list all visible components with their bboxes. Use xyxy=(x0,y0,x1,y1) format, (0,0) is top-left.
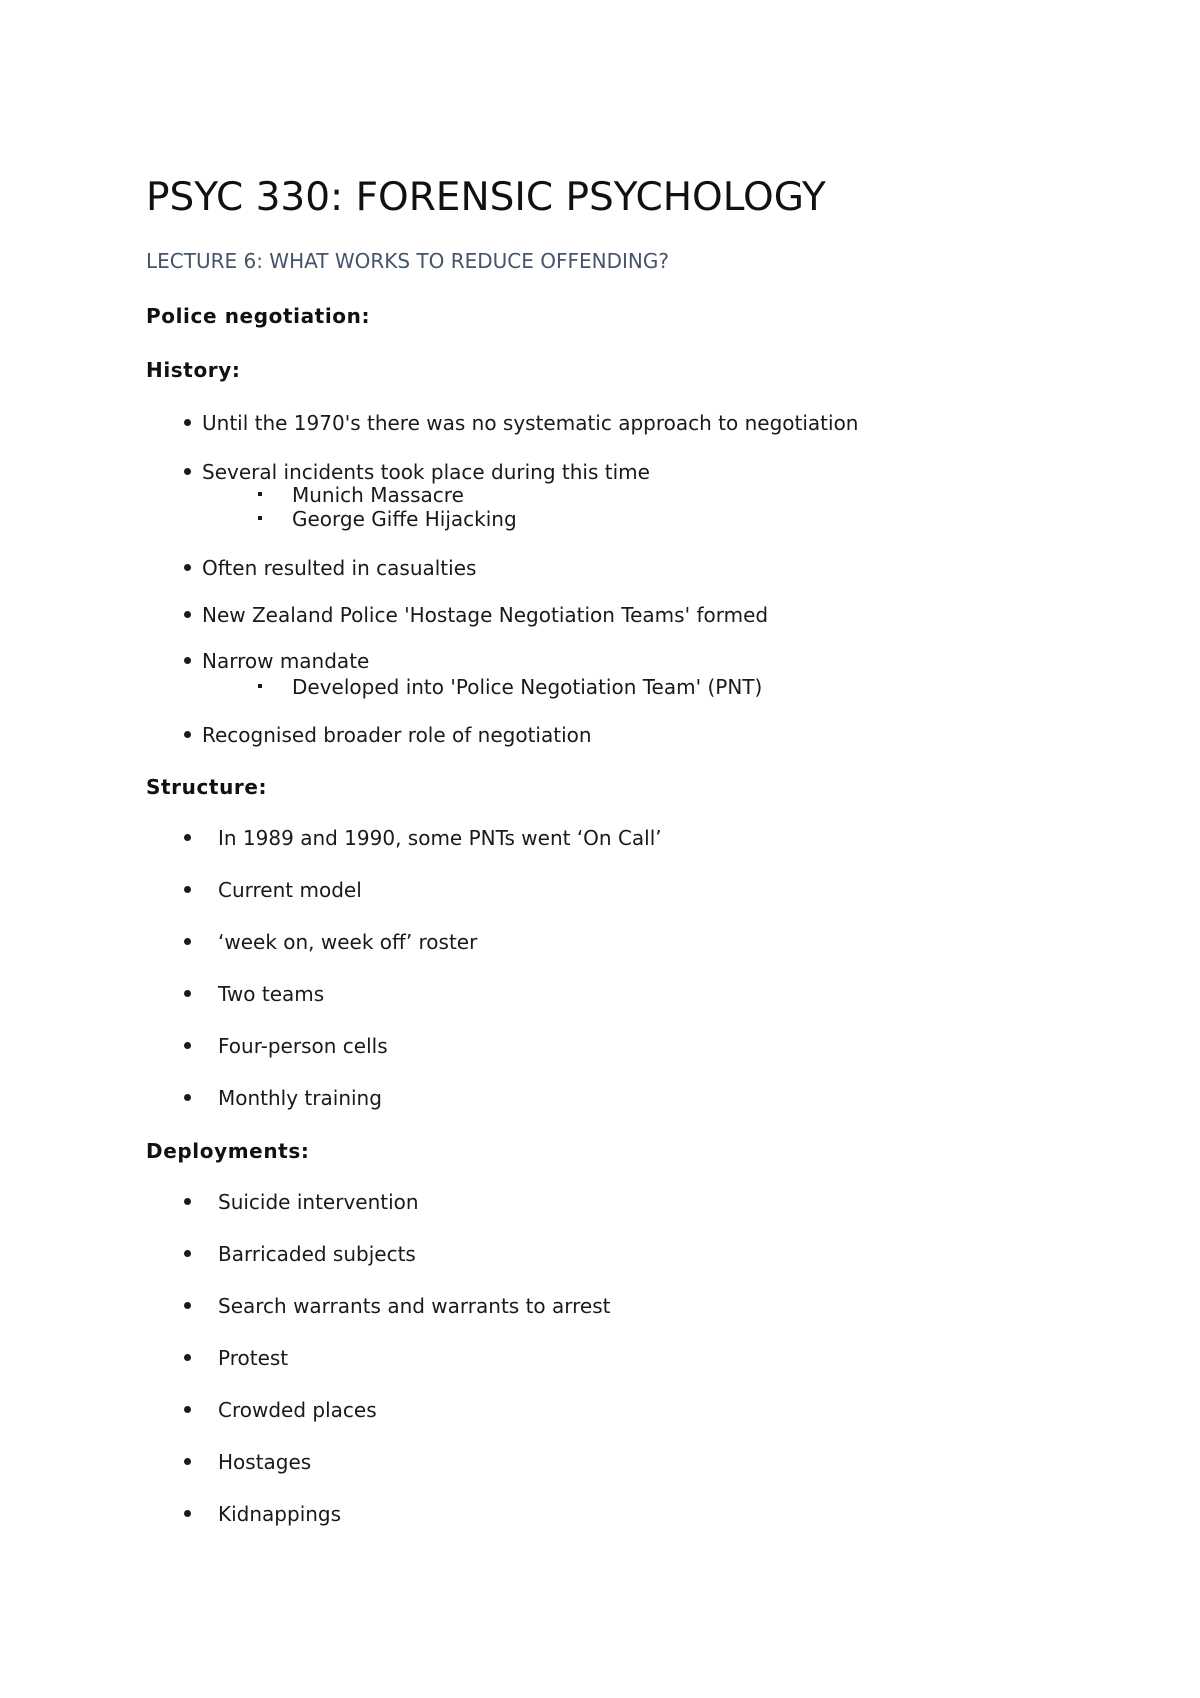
list-item: Crowded places xyxy=(218,1398,377,1422)
list-item: Often resulted in casualties xyxy=(202,556,477,580)
bullet-icon xyxy=(184,1198,191,1205)
list-item: Kidnappings xyxy=(218,1502,342,1526)
list-item: Two teams xyxy=(218,982,325,1006)
document-title: PSYC 330: FORENSIC PSYCHOLOGY xyxy=(146,175,826,220)
list-item: Hostages xyxy=(218,1450,312,1474)
bullet-icon xyxy=(184,1302,191,1309)
heading-deployments: Deployments: xyxy=(146,1139,310,1163)
bullet-icon xyxy=(184,990,191,997)
sub-bullet-icon xyxy=(258,684,262,688)
bullet-icon xyxy=(184,1458,191,1465)
list-item: Current model xyxy=(218,878,362,902)
bullet-icon xyxy=(184,419,191,426)
list-item: Several incidents took place during this time xyxy=(202,460,650,484)
bullet-icon xyxy=(184,1510,191,1517)
list-item: Search warrants and warrants to arrest xyxy=(218,1294,611,1318)
list-item: Recognised broader role of negotiation xyxy=(202,723,592,747)
heading-structure: Structure: xyxy=(146,775,268,799)
sub-bullet-icon xyxy=(258,516,262,520)
bullet-icon xyxy=(184,611,191,618)
list-item: Protest xyxy=(218,1346,289,1370)
list-item: Suicide intervention xyxy=(218,1190,419,1214)
lecture-subtitle: LECTURE 6: WHAT WORKS TO REDUCE OFFENDING? xyxy=(146,249,669,273)
list-item: Narrow mandate xyxy=(202,649,370,673)
bullet-icon xyxy=(184,834,191,841)
sub-list-item: George Giffe Hijacking xyxy=(292,507,517,531)
bullet-icon xyxy=(184,657,191,664)
list-item: New Zealand Police 'Hostage Negotiation Teams' formed xyxy=(202,603,769,627)
list-item: In 1989 and 1990, some PNTs went ‘On Call’ xyxy=(218,826,662,850)
sub-list-item: Developed into 'Police Negotiation Team' (PNT) xyxy=(292,675,763,699)
list-item: ‘week on, week off’ roster xyxy=(218,930,478,954)
bullet-icon xyxy=(184,1354,191,1361)
bullet-icon xyxy=(184,886,191,893)
bullet-icon xyxy=(184,731,191,738)
heading-history: History: xyxy=(146,358,241,382)
bullet-icon xyxy=(184,1406,191,1413)
heading-police-negotiation: Police negotiation: xyxy=(146,304,371,328)
bullet-icon xyxy=(184,1250,191,1257)
bullet-icon xyxy=(184,1094,191,1101)
list-item: Four-person cells xyxy=(218,1034,388,1058)
list-item: Barricaded subjects xyxy=(218,1242,416,1266)
sub-list-item: Munich Massacre xyxy=(292,483,464,507)
bullet-icon xyxy=(184,938,191,945)
bullet-icon xyxy=(184,564,191,571)
list-item: Until the 1970's there was no systematic approach to negotiation xyxy=(202,411,859,435)
sub-bullet-icon xyxy=(258,492,262,496)
bullet-icon xyxy=(184,1042,191,1049)
bullet-icon xyxy=(184,468,191,475)
list-item: Monthly training xyxy=(218,1086,382,1110)
